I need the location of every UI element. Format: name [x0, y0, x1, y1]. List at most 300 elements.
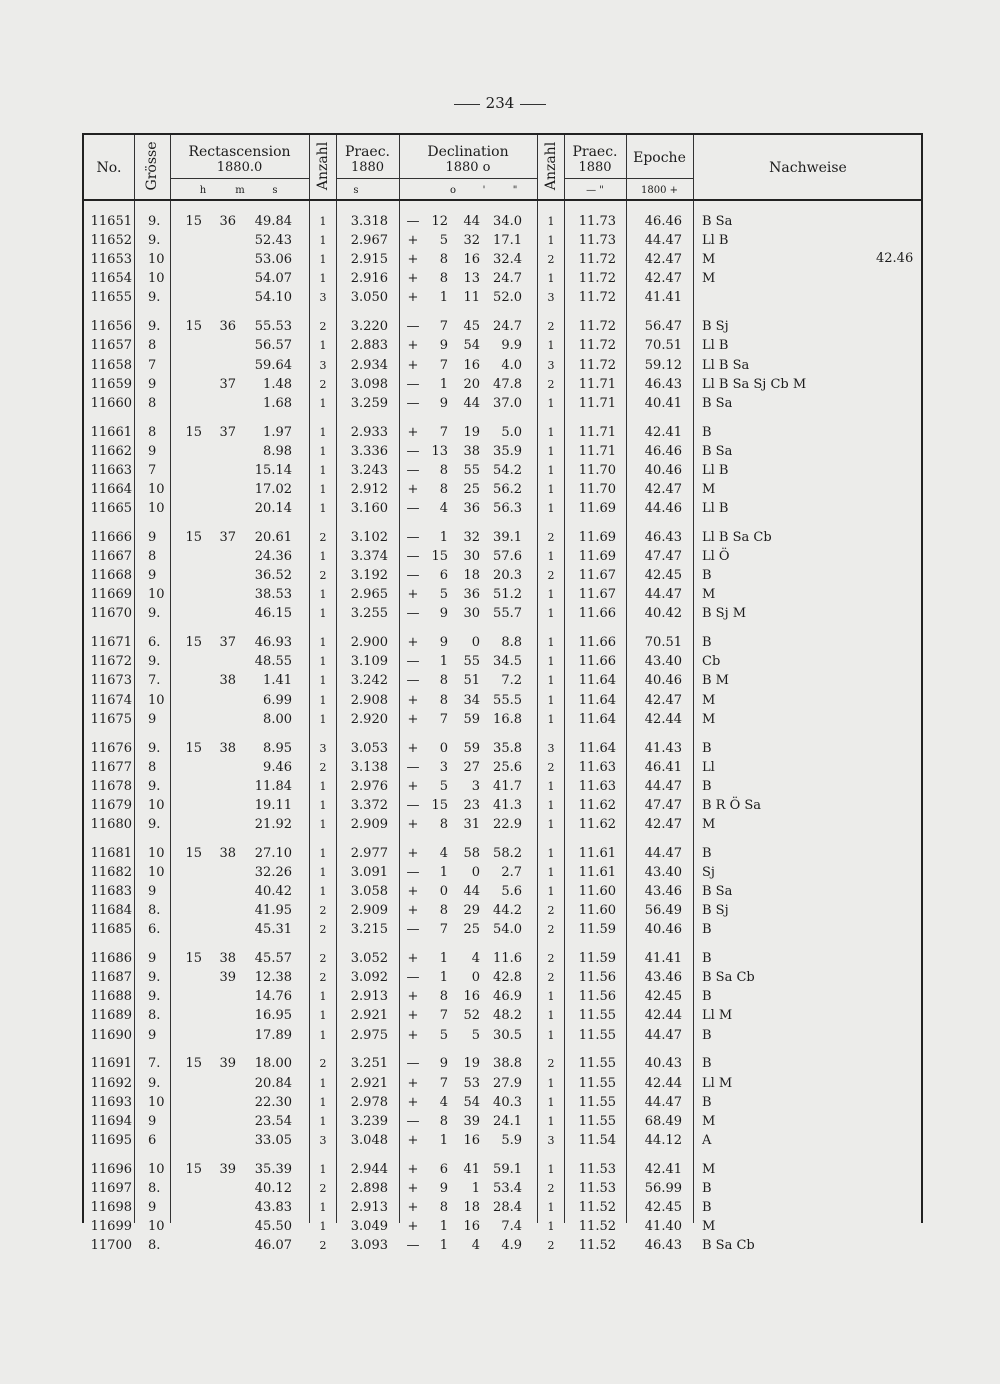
cell-decl-sign: —	[406, 864, 420, 880]
col-rule	[564, 135, 565, 1223]
cell-groesse: 9	[148, 1027, 157, 1043]
cell-decl-sec: 58.2	[493, 845, 522, 861]
cell-decl-sec: 34.5	[493, 654, 522, 670]
cell-groesse: 7	[148, 462, 157, 478]
cell-praec-1: 3.243	[350, 462, 388, 478]
cell-praec-1: 3.052	[350, 951, 388, 967]
cell-decl-min: 23	[463, 797, 480, 813]
cell-nachweise: M	[702, 816, 716, 832]
cell-no: 11682	[90, 864, 132, 880]
cell-anzahl-1: 1	[319, 817, 327, 831]
cell-epoche: 42.47	[644, 252, 682, 268]
cell-ra-s: 22.30	[254, 1094, 292, 1110]
cell-decl-sec: 28.4	[493, 1199, 522, 1215]
cell-decl-min: 45	[463, 319, 480, 335]
cell-decl-min: 4	[471, 951, 480, 967]
cell-praec-1: 2.920	[350, 711, 388, 727]
cell-no: 11652	[90, 233, 132, 249]
cell-nachweise: M	[702, 271, 716, 287]
cell-decl-min: 16	[463, 252, 480, 268]
cell-epoche: 40.42	[644, 606, 682, 622]
cell-decl-sign: —	[406, 1056, 420, 1072]
cell-anzahl-1: 1	[319, 712, 327, 726]
cell-decl-min: 36	[463, 501, 480, 516]
header-subrule	[336, 178, 399, 179]
cell-nachweise: M	[702, 481, 716, 497]
cell-anzahl-2: 1	[547, 1220, 555, 1233]
cell-praec-1: 3.215	[350, 922, 388, 938]
cell-ra-m: 38	[219, 845, 236, 861]
cell-decl-min: 3	[471, 778, 480, 794]
cell-decl-min: 58	[463, 845, 480, 861]
header-no: No.	[96, 160, 122, 176]
cell-decl-sign: +	[407, 1219, 419, 1234]
cell-decl-sign: —	[406, 673, 420, 689]
cell-ra-s: 16.95	[254, 1008, 292, 1024]
cell-no: 11697	[90, 1180, 132, 1196]
cell-ra-m: 37	[219, 635, 236, 651]
cell-nachweise: M	[702, 587, 716, 603]
cell-epoche: 42.47	[644, 816, 682, 832]
cell-decl-sign: —	[406, 462, 420, 478]
cell-groesse: 8.	[148, 1180, 161, 1196]
cell-ra-m: 37	[219, 376, 236, 392]
cell-praec-2: 11.55	[578, 1008, 616, 1024]
cell-ra-s: 15.14	[254, 462, 292, 478]
cell-ra-s: 23.54	[254, 1113, 292, 1129]
cell-ra-s: 52.43	[254, 233, 292, 249]
cell-ra-h: 15	[185, 424, 202, 440]
cell-decl-deg: 15	[431, 797, 448, 813]
header-epoche-sub: 1800 +	[640, 185, 678, 196]
cell-decl-sign: —	[406, 759, 420, 775]
cell-ra-s: 9.46	[263, 759, 292, 775]
cell-epoche: 42.45	[644, 1199, 682, 1215]
cell-ra-h: 15	[185, 529, 202, 545]
cell-ra-s: 8.95	[263, 740, 292, 756]
cell-ra-s: 17.89	[254, 1027, 292, 1043]
cell-groesse: 9.	[148, 233, 161, 249]
cell-anzahl-2: 2	[547, 569, 555, 583]
cell-no: 11690	[90, 1027, 132, 1043]
cell-anzahl-2: 1	[547, 444, 555, 458]
cell-anzahl-1: 2	[319, 971, 327, 985]
cell-decl-sign: —	[406, 922, 420, 938]
cell-nachweise: Ll B	[702, 462, 729, 478]
cell-decl-min: 59	[463, 740, 480, 756]
cell-nachweise: B	[702, 989, 712, 1005]
cell-nachweise: Sj	[702, 864, 715, 880]
cell-decl-deg: 8	[439, 462, 448, 478]
cell-decl-sec: 11.6	[493, 951, 522, 967]
cell-decl-deg: 6	[439, 1161, 448, 1177]
cell-praec-1: 3.093	[350, 1238, 388, 1254]
cell-groesse: 10	[148, 845, 165, 861]
cell-ra-m: 37	[219, 529, 236, 545]
cell-nachweise: A	[702, 1132, 712, 1148]
cell-praec-2: 11.52	[578, 1199, 616, 1215]
cell-epoche: 46.43	[644, 529, 682, 545]
cell-decl-sec: 51.2	[493, 587, 522, 603]
cell-ra-s: 24.36	[254, 549, 292, 564]
cell-decl-deg: 8	[439, 692, 448, 708]
cell-ra-s: 1.48	[263, 376, 292, 392]
cell-decl-sign: +	[407, 587, 419, 603]
cell-decl-sign: +	[407, 1094, 419, 1110]
cell-decl-deg: 1	[439, 376, 448, 392]
cell-decl-min: 52	[463, 1008, 480, 1024]
cell-decl-min: 30	[463, 549, 480, 564]
cell-anzahl-1: 2	[319, 1181, 327, 1195]
header-subrule	[399, 178, 537, 179]
cell-anzahl-2: 1	[547, 607, 555, 621]
cell-praec-1: 2.933	[350, 424, 388, 440]
cell-praec-2: 11.71	[578, 424, 616, 440]
cell-epoche: 41.43	[644, 740, 682, 756]
cell-groesse: 9.	[148, 778, 161, 794]
cell-decl-sign: +	[407, 635, 419, 651]
cell-groesse: 9	[148, 1199, 157, 1215]
cell-praec-1: 2.965	[350, 587, 388, 603]
cell-decl-sign: +	[407, 252, 419, 268]
cell-decl-sign: +	[407, 711, 419, 727]
cell-praec-2: 11.66	[578, 654, 616, 670]
cell-nachweise: Ll B Sa	[702, 357, 750, 373]
cell-praec-1: 3.242	[350, 673, 388, 689]
cell-decl-deg: 9	[439, 606, 448, 622]
cell-decl-deg: 13	[431, 443, 448, 459]
cell-decl-sign: +	[407, 338, 419, 354]
cell-groesse: 9.	[148, 654, 161, 670]
cell-decl-deg: 1	[439, 1238, 448, 1254]
cell-epoche: 42.44	[644, 711, 682, 727]
cell-groesse: 10	[148, 692, 165, 708]
cell-praec-1: 2.898	[350, 1180, 388, 1196]
cell-nachweise: M	[702, 1161, 716, 1177]
cell-groesse: 9.	[148, 989, 161, 1005]
cell-praec-1: 2.909	[350, 903, 388, 919]
cell-decl-sign: +	[407, 290, 419, 306]
cell-anzahl-1: 1	[319, 234, 327, 248]
cell-ra-s: 1.68	[263, 395, 292, 411]
cell-groesse: 8.	[148, 1238, 161, 1254]
cell-groesse: 9.	[148, 816, 161, 832]
cell-epoche: 70.51	[644, 338, 682, 354]
cell-no: 11679	[90, 797, 132, 813]
cell-epoche: 46.46	[644, 214, 682, 229]
cell-ra-s: 55.53	[254, 319, 292, 335]
cell-epoche: 40.41	[644, 395, 682, 411]
cell-praec-2: 11.71	[578, 443, 616, 459]
cell-nachweise: B	[702, 740, 712, 756]
cell-ra-m: 38	[219, 740, 236, 756]
cell-decl-sign: —	[406, 1113, 420, 1129]
cell-decl-deg: 9	[439, 395, 448, 411]
col-rule	[693, 135, 694, 1223]
cell-decl-deg: 5	[439, 233, 448, 249]
cell-praec-1: 3.102	[350, 529, 388, 545]
cell-decl-sec: 22.9	[493, 816, 522, 832]
cell-praec-2: 11.72	[578, 357, 616, 373]
cell-epoche: 46.43	[644, 376, 682, 392]
cell-no: 11680	[90, 816, 132, 832]
cell-epoche: 40.43	[644, 1056, 682, 1072]
cell-groesse: 9.	[148, 1075, 161, 1091]
cell-anzahl-1: 1	[319, 253, 327, 267]
header-praec-1-year: 1880	[350, 160, 385, 175]
cell-decl-min: 19	[463, 1056, 480, 1072]
cell-decl-sec: 24.1	[493, 1113, 522, 1129]
col-rule	[399, 135, 400, 1223]
cell-praec-1: 2.915	[350, 252, 388, 268]
cell-anzahl-2: 1	[547, 865, 555, 879]
cell-groesse: 10	[148, 481, 165, 497]
cell-praec-2: 11.70	[578, 481, 616, 497]
cell-anzahl-2: 3	[547, 741, 555, 755]
cell-decl-sign: —	[406, 1238, 420, 1254]
cell-no: 11696	[90, 1161, 132, 1177]
side-note: 42.46	[876, 251, 914, 266]
cell-ra-s: 32.26	[254, 864, 292, 880]
cell-decl-deg: 5	[439, 587, 448, 603]
cell-decl-deg: 4	[439, 845, 448, 861]
cell-decl-sec: 30.5	[493, 1027, 522, 1043]
header-ra-h: h	[199, 185, 207, 196]
cell-epoche: 44.47	[644, 1094, 682, 1110]
cell-ra-m: 36	[219, 214, 236, 229]
cell-anzahl-1: 1	[319, 396, 327, 410]
cell-decl-deg: 7	[439, 922, 448, 938]
cell-decl-min: 25	[463, 481, 480, 497]
cell-groesse: 6.	[148, 922, 161, 938]
cell-decl-sec: 42.8	[493, 970, 522, 986]
cell-decl-deg: 0	[439, 740, 448, 756]
cell-decl-min: 20	[463, 376, 480, 392]
cell-ra-s: 54.07	[254, 271, 292, 287]
cell-decl-deg: 1	[439, 1219, 448, 1234]
cell-anzahl-1: 2	[319, 760, 327, 774]
cell-anzahl-1: 1	[319, 1200, 327, 1214]
cell-no: 11671	[90, 635, 132, 651]
cell-decl-deg: 9	[439, 1056, 448, 1072]
cell-praec-2: 11.67	[578, 587, 616, 603]
cell-praec-2: 11.56	[578, 989, 616, 1005]
cell-decl-sec: 16.8	[493, 711, 522, 727]
cell-anzahl-1: 2	[319, 904, 327, 918]
cell-decl-deg: 4	[439, 1094, 448, 1110]
cell-groesse: 6	[148, 1132, 157, 1148]
cell-no: 11685	[90, 922, 132, 938]
cell-decl-min: 54	[463, 1094, 480, 1110]
cell-praec-1: 2.976	[350, 778, 388, 794]
cell-praec-1: 2.913	[350, 989, 388, 1005]
cell-praec-2: 11.55	[578, 1094, 616, 1110]
cell-praec-2: 11.69	[578, 529, 616, 545]
cell-ra-s: 40.12	[254, 1180, 292, 1196]
cell-ra-h: 15	[185, 740, 202, 756]
cell-anzahl-1: 2	[319, 530, 327, 544]
cell-groesse: 10	[148, 501, 165, 516]
cell-ra-s: 12.38	[254, 970, 292, 986]
cell-praec-1: 2.967	[350, 233, 388, 249]
cell-epoche: 44.12	[644, 1132, 682, 1148]
cell-ra-s: 48.55	[254, 654, 292, 670]
cell-praec-2: 11.60	[578, 884, 616, 899]
cell-decl-min: 39	[463, 1113, 480, 1129]
cell-decl-sign: —	[406, 606, 420, 622]
cell-praec-1: 3.098	[350, 376, 388, 392]
cell-anzahl-2: 1	[547, 215, 555, 228]
cell-decl-deg: 1	[439, 951, 448, 967]
cell-decl-min: 4	[471, 1238, 480, 1254]
cell-decl-sec: 41.7	[493, 778, 522, 794]
cell-no: 11668	[90, 568, 132, 584]
cell-ra-s: 11.84	[254, 778, 292, 794]
header-praec-2-sub: — "	[586, 185, 604, 196]
cell-anzahl-2: 1	[547, 1162, 555, 1176]
cell-anzahl-2: 1	[547, 1095, 555, 1109]
cell-decl-sec: 5.0	[501, 424, 522, 440]
cell-praec-1: 3.255	[350, 606, 388, 622]
cell-praec-2: 11.53	[578, 1161, 616, 1177]
cell-groesse: 9	[148, 568, 157, 584]
cell-anzahl-1: 1	[319, 885, 327, 898]
cell-decl-min: 55	[463, 654, 480, 670]
cell-anzahl-1: 1	[319, 215, 327, 228]
cell-decl-min: 51	[463, 673, 480, 689]
cell-praec-2: 11.70	[578, 462, 616, 478]
cell-anzahl-2: 2	[547, 1181, 555, 1195]
cell-decl-min: 16	[463, 1132, 480, 1148]
cell-anzahl-2: 2	[547, 530, 555, 544]
cell-nachweise: B	[702, 1199, 712, 1215]
cell-groesse: 9.	[148, 740, 161, 756]
cell-anzahl-1: 1	[319, 846, 327, 860]
cell-decl-sign: +	[407, 989, 419, 1005]
cell-anzahl-2: 3	[547, 1133, 555, 1147]
cell-decl-min: 44	[463, 214, 480, 229]
cell-no: 11662	[90, 443, 132, 459]
header-praec-1-s: s	[353, 185, 359, 196]
cell-anzahl-1: 1	[319, 1162, 327, 1176]
col-rule	[626, 135, 627, 1223]
cell-praec-2: 11.69	[578, 501, 616, 516]
header-declination-epoch: 1880 o	[445, 160, 491, 175]
cell-decl-deg: 1	[439, 529, 448, 545]
cell-anzahl-2: 1	[547, 1076, 555, 1090]
cell-groesse: 8.	[148, 903, 161, 919]
cell-decl-min: 36	[463, 587, 480, 603]
cell-ra-h: 15	[185, 951, 202, 967]
cell-decl-sign: —	[406, 443, 420, 459]
cell-ra-h: 15	[185, 214, 202, 229]
cell-ra-s: 21.92	[254, 816, 292, 832]
cell-decl-sign: +	[407, 424, 419, 440]
cell-no: 11698	[90, 1199, 132, 1215]
cell-epoche: 42.41	[644, 424, 682, 440]
cell-praec-2: 11.64	[578, 692, 616, 708]
cell-praec-2: 11.73	[578, 233, 616, 249]
cell-ra-s: 36.52	[254, 568, 292, 584]
cell-anzahl-2: 2	[547, 253, 555, 267]
cell-anzahl-2: 1	[547, 1009, 555, 1023]
cell-anzahl-1: 1	[319, 655, 327, 669]
cell-praec-1: 2.909	[350, 816, 388, 832]
cell-ra-s: 53.06	[254, 252, 292, 268]
cell-praec-1: 3.160	[350, 501, 388, 516]
cell-no: 11691	[90, 1056, 132, 1072]
cell-no: 11670	[90, 606, 132, 622]
cell-praec-1: 2.912	[350, 481, 388, 497]
cell-decl-sec: 54.0	[493, 922, 522, 938]
cell-groesse: 9	[148, 711, 157, 727]
cell-praec-2: 11.59	[578, 951, 616, 967]
cell-decl-min: 44	[463, 884, 480, 899]
cell-ra-s: 49.84	[254, 214, 292, 229]
cell-epoche: 47.47	[644, 549, 682, 564]
cell-anzahl-2: 1	[547, 396, 555, 410]
cell-epoche: 46.41	[644, 759, 682, 775]
cell-ra-s: 27.10	[254, 845, 292, 861]
cell-groesse: 7.	[148, 673, 161, 689]
cell-nachweise: Ll M	[702, 1075, 733, 1091]
cell-nachweise: M	[702, 711, 716, 727]
cell-anzahl-2: 1	[547, 885, 555, 898]
cell-nachweise: B Sa	[702, 395, 733, 411]
cell-praec-2: 11.71	[578, 376, 616, 392]
cell-praec-2: 11.53	[578, 1180, 616, 1196]
cell-ra-s: 8.98	[263, 443, 292, 459]
cell-decl-sec: 24.7	[493, 271, 522, 287]
cell-decl-deg: 1	[439, 864, 448, 880]
cell-no: 11677	[90, 759, 132, 775]
cell-epoche: 40.46	[644, 673, 682, 689]
cell-epoche: 40.46	[644, 462, 682, 478]
cell-decl-sec: 48.2	[493, 1008, 522, 1024]
cell-decl-sign: +	[407, 1161, 419, 1177]
header-nachweise: Nachweise	[769, 160, 847, 176]
cell-ra-s: 45.57	[254, 951, 292, 967]
cell-decl-sign: +	[407, 233, 419, 249]
cell-decl-sign: +	[407, 692, 419, 708]
cell-anzahl-2: 1	[547, 502, 555, 515]
cell-decl-sign: +	[407, 1199, 419, 1215]
cell-ra-m: 38	[219, 951, 236, 967]
cell-groesse: 8	[148, 759, 157, 775]
cell-anzahl-2: 1	[547, 1200, 555, 1214]
cell-anzahl-1: 1	[319, 463, 327, 477]
cell-anzahl-1: 1	[319, 1076, 327, 1090]
cell-praec-2: 11.72	[578, 290, 616, 306]
cell-anzahl-2: 3	[547, 358, 555, 372]
cell-decl-sign: +	[407, 740, 419, 756]
cell-praec-1: 3.138	[350, 759, 388, 775]
cell-decl-sec: 44.2	[493, 903, 522, 919]
cell-anzahl-2: 1	[547, 817, 555, 831]
cell-nachweise: B	[702, 1027, 712, 1043]
cell-ra-s: 20.14	[254, 501, 292, 516]
cell-decl-sign: +	[407, 357, 419, 373]
cell-decl-deg: 7	[439, 319, 448, 335]
cell-decl-sign: —	[406, 549, 420, 564]
cell-praec-2: 11.56	[578, 970, 616, 986]
cell-decl-sec: 35.9	[493, 443, 522, 459]
cell-decl-min: 5	[471, 1027, 480, 1043]
page-number: 234	[440, 94, 560, 112]
cell-anzahl-2: 2	[547, 952, 555, 966]
cell-praec-1: 2.921	[350, 1008, 388, 1024]
cell-decl-sign: +	[407, 845, 419, 861]
